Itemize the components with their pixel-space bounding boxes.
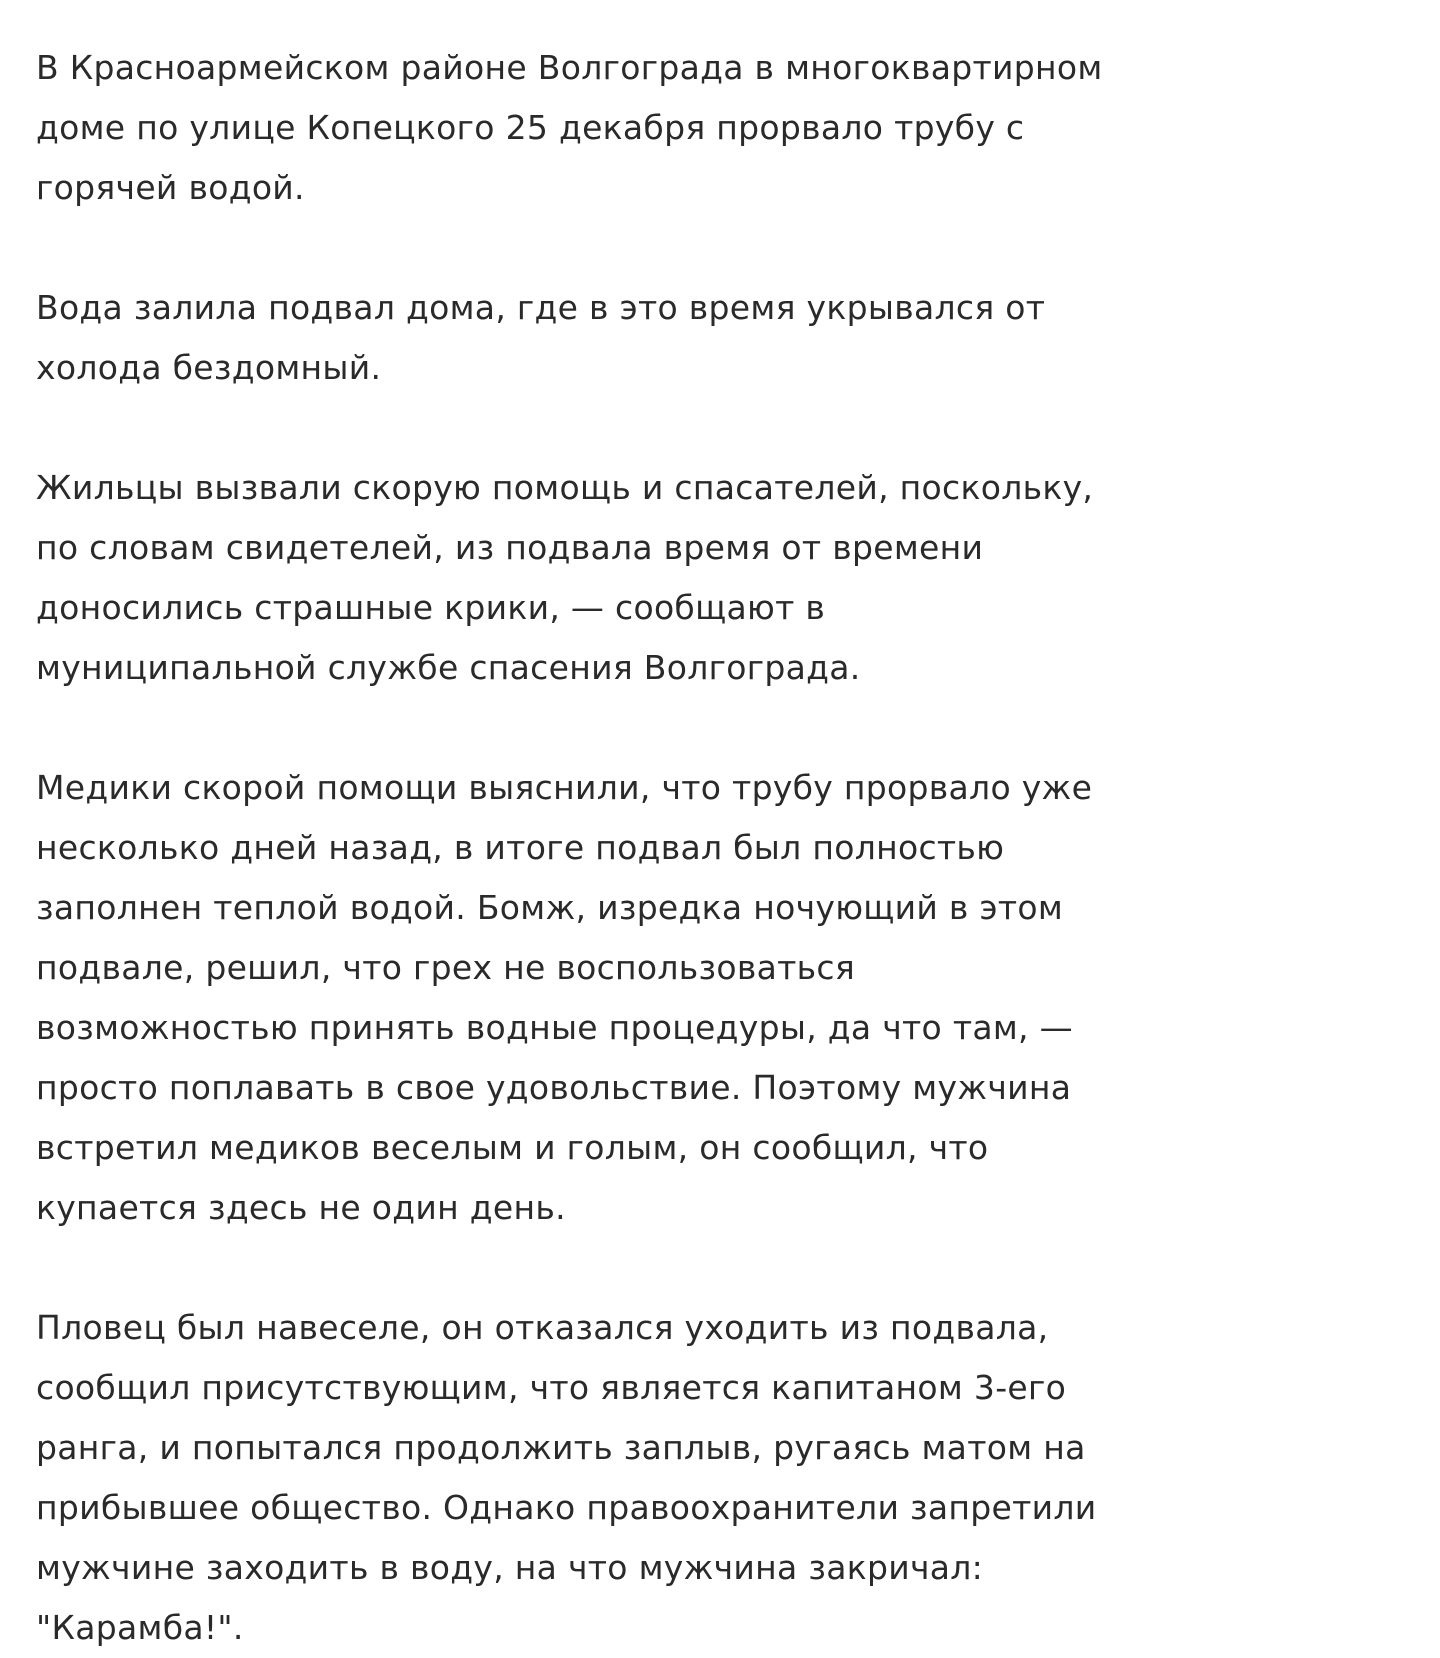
text-line: ранга, и попытался продолжить заплыв, ругаясь матом на bbox=[36, 1428, 1086, 1467]
paragraph-2 bbox=[36, 278, 1396, 398]
paragraph-4 bbox=[36, 758, 1396, 1238]
text-line: сообщил присутствующим, что является капитаном 3-его bbox=[36, 1368, 1067, 1407]
text-line: несколько дней назад, в итоге подвал был полностью bbox=[36, 828, 1005, 867]
text-line: холода бездомный. bbox=[36, 348, 382, 387]
text-line: муниципальной службе спасения Волгограда. bbox=[36, 648, 861, 687]
text-line: возможностью принять водные процедуры, да что там, — bbox=[36, 1008, 1073, 1047]
paragraph-3 bbox=[36, 458, 1396, 698]
text-line: доносились страшные крики, — сообщают в bbox=[36, 588, 826, 627]
article-text bbox=[36, 38, 1396, 1658]
text-line: купается здесь не один день. bbox=[36, 1188, 566, 1227]
text-line: горячей водой. bbox=[36, 168, 305, 207]
text-line: Медики скорой помощи выяснили, что трубу прорвало уже bbox=[36, 768, 1093, 807]
text-line: заполнен теплой водой. Бомж, изредка ночующий в этом bbox=[36, 888, 1064, 927]
paragraph-5 bbox=[36, 1298, 1396, 1658]
text-line: просто поплавать в свое удовольствие. Поэтому мужчина bbox=[36, 1068, 1072, 1107]
text-line: подвале, решил, что грех не воспользоваться bbox=[36, 948, 856, 987]
text-line: мужчине заходить в воду, на что мужчина закричал: bbox=[36, 1548, 984, 1587]
paragraph-1 bbox=[36, 38, 1396, 218]
text-line: В Красноармейском районе Волгограда в многоквартирном bbox=[36, 48, 1103, 87]
text-line: Вода залила подвал дома, где в это время укрывался от bbox=[36, 288, 1046, 327]
text-line: Пловец был навеселе, он отказался уходить из подвала, bbox=[36, 1308, 1049, 1347]
text-line: "Карамба!". bbox=[36, 1608, 244, 1647]
text-line: доме по улице Копецкого 25 декабря прорвало трубу с bbox=[36, 108, 1025, 147]
text-line: по словам свидетелей, из подвала время от времени bbox=[36, 528, 984, 567]
text-line: Жильцы вызвали скорую помощь и спасателей, поскольку, bbox=[36, 468, 1094, 507]
text-line: прибывшее общество. Однако правоохранители запретили bbox=[36, 1488, 1097, 1527]
text-line: встретил медиков веселым и голым, он сообщил, что bbox=[36, 1128, 989, 1167]
